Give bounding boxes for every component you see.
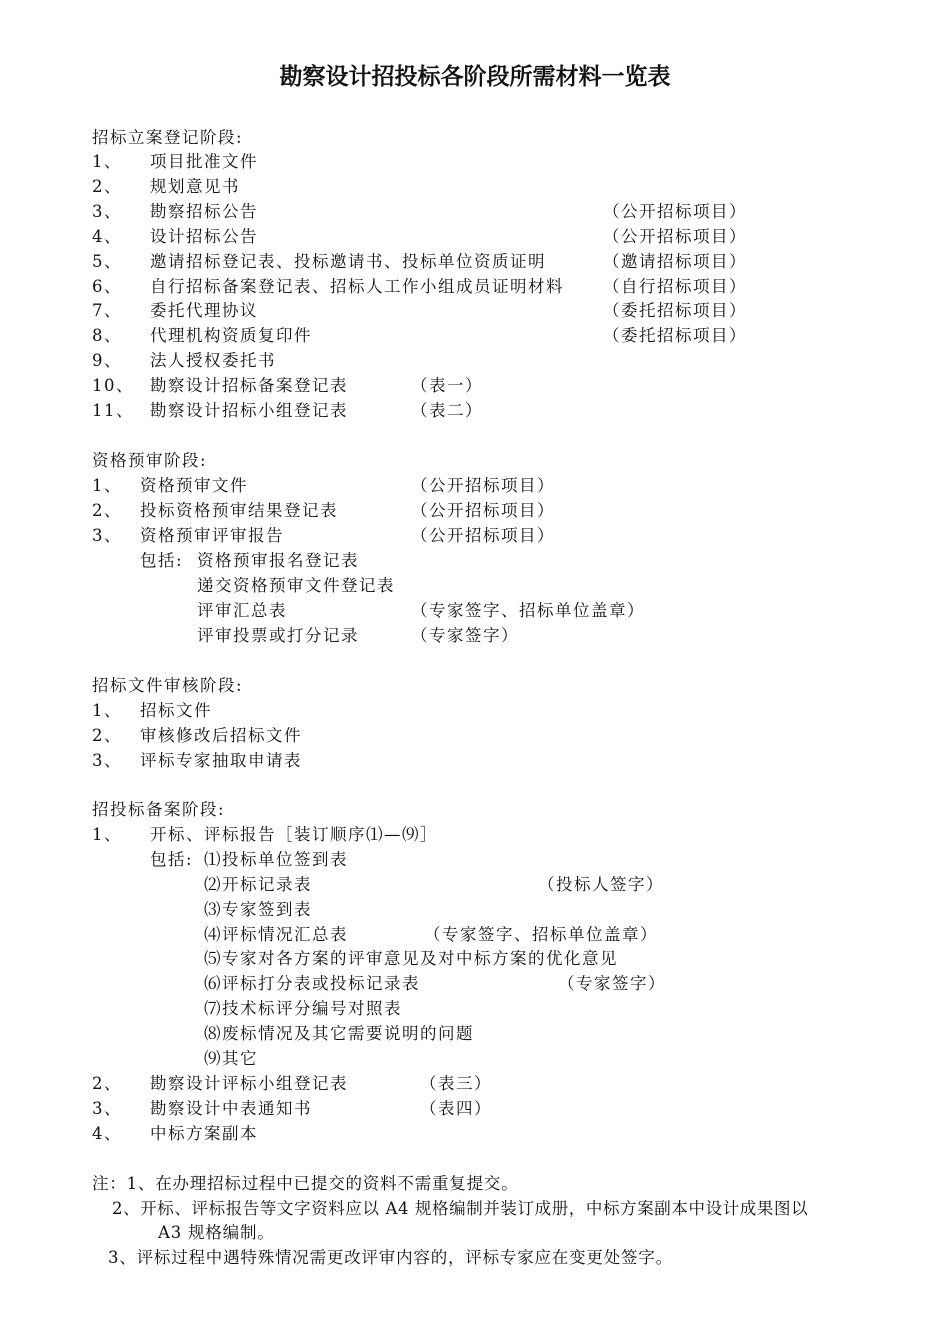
list-num: 5、 — [92, 252, 122, 271]
include-item: 评审汇总表 — [197, 601, 287, 620]
list-num: 3、 — [92, 526, 122, 545]
list-item: 项目批准文件 — [150, 152, 258, 171]
list-item: 中标方案副本 — [150, 1124, 258, 1143]
include-item: 评审投票或打分记录 — [197, 626, 359, 645]
include-item: 资格预审报名登记表 — [197, 551, 359, 570]
include-item-note: （专家签字、招标单位盖章） — [424, 925, 658, 944]
section-heading-registration: 招标立案登记阶段: — [92, 128, 244, 147]
list-item-note: （委托招标项目） — [603, 326, 747, 345]
list-num: 3、 — [92, 751, 122, 770]
list-num: 1、 — [92, 825, 122, 844]
include-item: ⑷评标情况汇总表 — [204, 925, 348, 944]
list-item-note: （表一） — [411, 376, 483, 395]
note-3: 3、评标过程中遇特殊情况需更改评审内容的，评标专家应在变更处签字。 — [108, 1248, 673, 1267]
list-item: 招标文件 — [140, 701, 212, 720]
include-item: ⑴投标单位签到表 — [204, 850, 348, 869]
list-item-note: （邀请招标项目） — [603, 252, 747, 271]
list-item: 规划意见书 — [150, 177, 240, 196]
list-num: 4、 — [92, 1124, 122, 1143]
include-label: 包括: — [140, 551, 184, 570]
list-item: 自行招标备案登记表、招标人工作小组成员证明材料 — [150, 277, 564, 296]
list-item-note: （委托招标项目） — [603, 301, 747, 320]
list-item-note: （表二） — [411, 401, 483, 420]
list-num: 3、 — [92, 1099, 122, 1118]
list-item-note: （公开招标项目） — [411, 476, 555, 495]
list-item-note: （表四） — [420, 1099, 492, 1118]
include-item: ⑹评标打分表或投标记录表 — [204, 974, 420, 993]
list-item: 法人授权委托书 — [150, 351, 276, 370]
include-item-note: （专家签字、招标单位盖章） — [411, 601, 645, 620]
list-item-note: （自行招标项目） — [603, 277, 747, 296]
list-item: 资格预审评审报告 — [140, 526, 284, 545]
list-item: 开标、评标报告［装订顺序⑴—⑼］ — [150, 825, 438, 844]
list-num: 8、 — [92, 326, 122, 345]
note-2-continued: A3 规格编制。 — [158, 1223, 275, 1242]
list-num: 1、 — [92, 152, 122, 171]
list-item-note: （公开招标项目） — [603, 202, 747, 221]
include-item: ⑼其它 — [204, 1049, 258, 1068]
include-item: ⑵开标记录表 — [204, 875, 312, 894]
list-item: 勘察设计评标小组登记表 — [150, 1074, 348, 1093]
list-item: 勘察设计中表通知书 — [150, 1099, 312, 1118]
section-heading-document-review: 招标文件审核阶段: — [92, 676, 244, 695]
list-num: 2、 — [92, 726, 122, 745]
list-item: 设计招标公告 — [150, 227, 258, 246]
list-num: 2、 — [92, 501, 122, 520]
list-num: 11、 — [92, 401, 134, 420]
list-item: 委托代理协议 — [150, 301, 258, 320]
include-item-note: （专家签字） — [411, 626, 519, 645]
list-num: 6、 — [92, 277, 122, 296]
list-item: 代理机构资质复印件 — [150, 326, 312, 345]
list-item-note: （表三） — [420, 1074, 492, 1093]
include-item-note: （专家签字） — [558, 974, 666, 993]
list-item-note: （公开招标项目） — [411, 526, 555, 545]
list-num: 4、 — [92, 227, 122, 246]
list-num: 10、 — [92, 376, 134, 395]
list-num: 2、 — [92, 1074, 122, 1093]
include-item: ⑻废标情况及其它需要说明的问题 — [204, 1024, 474, 1043]
list-num: 3、 — [92, 202, 122, 221]
note-2: 2、开标、评标报告等文字资料应以 A4 规格编制并装订成册，中标方案副本中设计成果图以 — [112, 1199, 809, 1218]
list-num: 1、 — [92, 476, 122, 495]
note-1: 注：1、在办理招标过程中已提交的资料不需重复提交。 — [92, 1174, 519, 1193]
include-item: ⑸专家对各方案的评审意见及对中标方案的优化意见 — [204, 949, 618, 968]
list-item: 投标资格预审结果登记表 — [140, 501, 338, 520]
list-item-note: （公开招标项目） — [603, 227, 747, 246]
list-item: 勘察设计招标备案登记表 — [150, 376, 348, 395]
list-item: 评标专家抽取申请表 — [140, 751, 302, 770]
list-num: 9、 — [92, 351, 122, 370]
include-item-note: （投标人签字） — [538, 875, 664, 894]
include-item: ⑶专家签到表 — [204, 900, 312, 919]
list-item-note: （公开招标项目） — [411, 501, 555, 520]
page-title: 勘察设计招投标各阶段所需材料一览表 — [279, 64, 671, 90]
section-heading-filing: 招投标备案阶段: — [92, 800, 226, 819]
list-num: 2、 — [92, 177, 122, 196]
list-item: 勘察招标公告 — [150, 202, 258, 221]
section-heading-prequalification: 资格预审阶段: — [92, 451, 208, 470]
list-num: 1、 — [92, 701, 122, 720]
list-item: 邀请招标登记表、投标邀请书、投标单位资质证明 — [150, 252, 546, 271]
list-item: 勘察设计招标小组登记表 — [150, 401, 348, 420]
list-item: 资格预审文件 — [140, 476, 248, 495]
include-label: 包括: — [150, 850, 194, 869]
list-num: 7、 — [92, 301, 122, 320]
include-item: 递交资格预审文件登记表 — [197, 576, 395, 595]
include-item: ⑺技术标评分编号对照表 — [204, 999, 402, 1018]
list-item: 审核修改后招标文件 — [140, 726, 302, 745]
